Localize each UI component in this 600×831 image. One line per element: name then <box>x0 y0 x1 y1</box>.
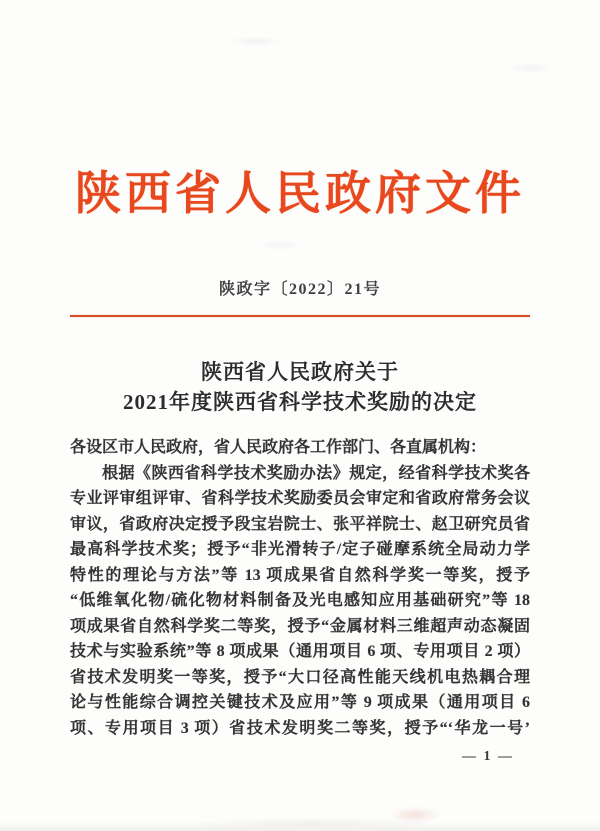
letterhead-title: 陕西省人民政府文件 <box>75 168 525 219</box>
red-divider-rule <box>70 315 530 317</box>
body-line: 最高科学技术奖；授予“非光滑转子/定子碰摩系统全局动力学 <box>70 541 530 558</box>
body-paragraph <box>70 435 530 741</box>
page-bottom-shadow <box>0 822 600 831</box>
body-line: 省技术发明奖一等奖，授予“大口径高性能天线机电热耦合理 <box>70 668 530 686</box>
body-line: 根据《陕西省科学技术奖励办法》规定，经省科学技术奖各 <box>102 464 530 482</box>
body-line: “低维氧化物/硫化物材料制备及光电感知应用基础研究”等 18 <box>70 592 530 609</box>
body-line: 项成果省自然科学奖二等奖，授予“金属材料三维超声动态凝固 <box>70 617 530 635</box>
body-line: 专业评审组评审、省科学技术奖励委员会审定和省政府常务会议 <box>70 490 530 507</box>
scan-smudge <box>220 34 290 48</box>
body-line: 特性的理论与方法”等 13 项成果省自然科学奖一等奖，授予 <box>70 566 530 584</box>
decision-title-line1: 陕西省人民政府关于 <box>201 360 399 384</box>
body-line: 论与性能综合调控关键技术及应用”等 9 项成果（通用项目 6 <box>70 694 530 711</box>
page-number: — 1 — <box>462 749 514 764</box>
scan-smudge <box>500 60 560 76</box>
body-line: 审议，省政府决定授予段宝岩院士、张平祥院士、赵卫研究员省 <box>70 515 530 533</box>
scan-smudge <box>380 804 450 826</box>
body-line: 项、专用项目 3 项）省技术发明奖二等奖，授予“‘华龙一号’ <box>70 719 530 737</box>
body-line: 技术与实验系统”等 8 项成果（通用项目 6 项、专用项目 2 项） <box>70 643 530 660</box>
document-number: 陕政字〔2022〕21号 <box>218 281 381 298</box>
decision-title-line2: 2021年度陕西省科学技术奖励的决定 <box>123 390 477 414</box>
decision-title <box>0 357 600 417</box>
scan-smudge <box>250 238 310 252</box>
body-line: 各设区市人民政府，省人民政府各工作部门、各直属机构： <box>70 439 487 456</box>
scan-smudge <box>160 816 460 830</box>
